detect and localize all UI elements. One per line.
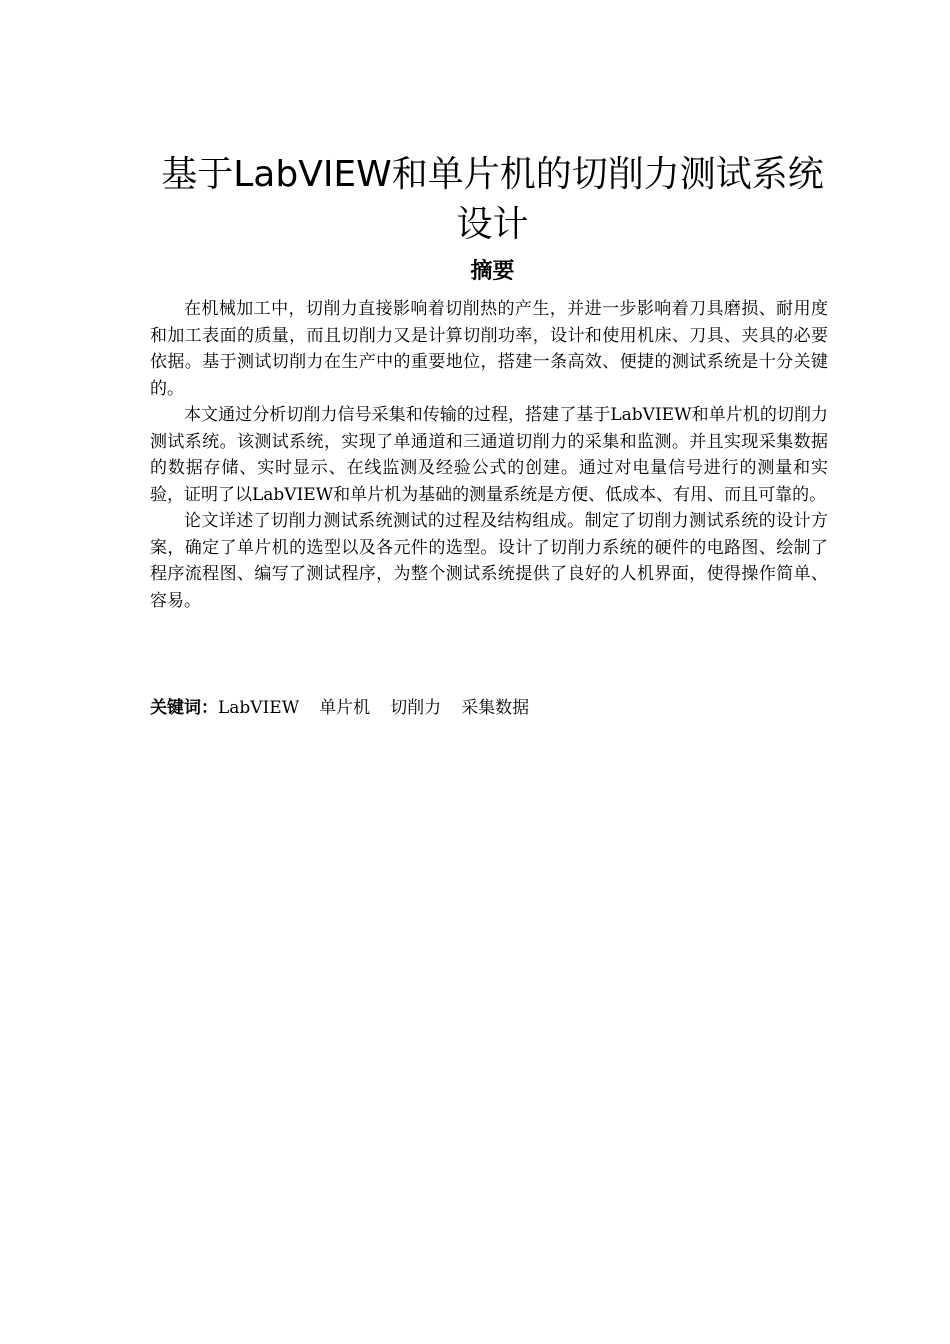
keyword-item: 切削力 — [390, 698, 442, 718]
keywords-label: 关键词： — [150, 698, 218, 718]
keywords-line — [150, 694, 835, 722]
paper-title: 基于LabVIEW和单片机的切削力测试系统设计 — [161, 154, 824, 245]
abstract-heading: 摘要 — [470, 259, 515, 284]
keyword-item: LabVIEW — [218, 698, 300, 718]
keyword-item: 单片机 — [319, 698, 371, 718]
abstract-paragraph-2: 本文通过分析切削力信号采集和传输的过程，搭建了基于LabVIEW和单片机的切削力测试系统。该测试系统，实现了单通道和三通道切削力的采集和监测。并且实现采集数据的数据存储、实时显示、在线监测及经验公式的创建。通过对电量信号进行的测量和实验，证明了以LabVIEW和单片机为基础的测量系统是方便、低成本、有用、而且可靠的。 — [150, 405, 828, 505]
abstract-body — [150, 296, 828, 614]
abstract-paragraph-1: 在机械加工中，切削力直接影响着切削热的产生，并进一步影响着刀具磨损、耐用度和加工表面的质量，而且切削力又是计算切削功率，设计和使用机床、刀具、夹具的必要依据。基于测试切削力在生产中的重要地位，搭建一条高效、便捷的测试系统是十分关键的。 — [150, 299, 828, 399]
keyword-item: 采集数据 — [461, 698, 530, 718]
abstract-paragraph-3: 论文详述了切削力测试系统测试的过程及结构组成。制定了切削力测试系统的设计方案，确定了单片机的选型以及各元件的选型。设计了切削力系统的硬件的电路图、绘制了程序流程图、编写了测试程序，为整个测试系统提供了良好的人机界面，使得操作简单、容易。 — [150, 511, 828, 611]
